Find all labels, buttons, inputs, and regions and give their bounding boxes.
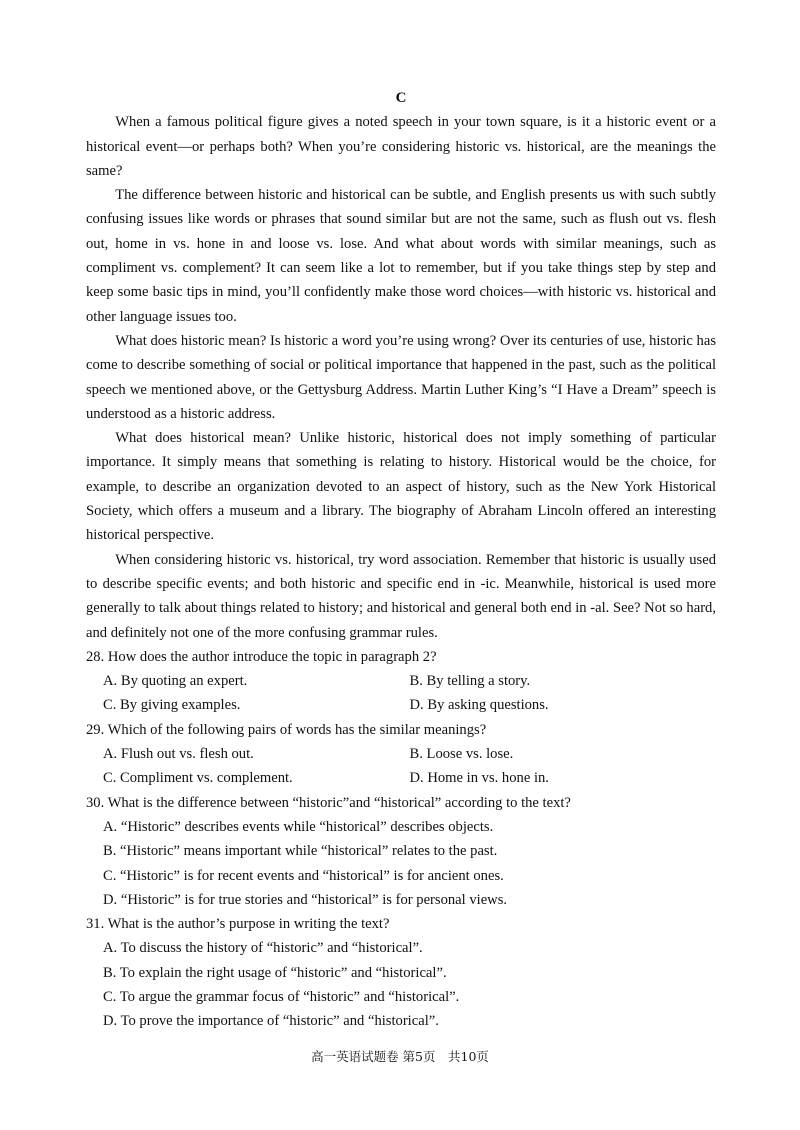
page-footer: 高一英语试题卷 第5页 共10页 [311, 1049, 489, 1064]
option-d: D. Home in vs. hone in. [409, 770, 549, 787]
option-d: D. To prove the importance of “historic” and “historical”. [103, 1013, 439, 1030]
options-row [86, 742, 716, 766]
option-a: A. To discuss the history of “historic” and “historical”. [103, 940, 423, 957]
option-a: A. “Historic” describes events while “historical” describes objects. [103, 818, 494, 835]
option-c: C. By giving examples. [103, 697, 241, 714]
option-d: D. “Historic” is for true stories and “historical” is for personal views. [103, 891, 508, 908]
option-d: D. By asking questions. [409, 697, 549, 714]
question-31 [86, 912, 716, 1033]
options-row [86, 693, 716, 717]
option-a: A. Flush out vs. flesh out. [103, 746, 254, 763]
question-stem: 29. Which of the following pairs of words has the similar meanings? [86, 721, 487, 738]
option-b: B. Loose vs. lose. [409, 746, 514, 763]
option-c: C. Compliment vs. complement. [103, 770, 293, 787]
options-row [86, 766, 716, 790]
options-row [86, 669, 716, 693]
paragraph-1: When a famous political figure gives a noted speech in your town square, is it a historic event or a historical event—or perhaps both? When you’re considering historic vs. historical, are the meanings the same? [86, 114, 716, 179]
option-b: B. To explain the right usage of “historic” and “historical”. [103, 964, 447, 981]
option-c: C. “Historic” is for recent events and “historical” is for ancient ones. [103, 867, 504, 884]
question-stem: 30. What is the difference between “historic”and “historical” according to the text? [86, 794, 571, 811]
paragraph-4: What does historical mean? Unlike historic, historical does not imply something of particular importance. It simply means that something is relating to history. Historical would be the choice, for example, to describe an organization devoted to an aspect of history, such as the New York Historical Society, which offers a museum and a library. The biography of Abraham Lincoln offered an interesting historical perspective. [86, 430, 716, 544]
question-29 [86, 718, 716, 791]
question-stem: 28. How does the author introduce the topic in paragraph 2? [86, 648, 437, 665]
question-30 [86, 791, 716, 912]
exam-page [86, 86, 716, 1034]
paragraph-3: What does historic mean? Is historic a word you’re using wrong? Over its centuries of use, historic has come to describe something of social or political importance that happened in the past, such as the political speech we mentioned above, or the Gettysburg Address. Martin Luther King’s “I Have a Dream” speech is understood as a historic address. [86, 332, 716, 422]
option-c: C. To argue the grammar focus of “historic” and “historical”. [103, 988, 460, 1005]
option-a: A. By quoting an expert. [103, 673, 248, 690]
paragraph-5: When considering historic vs. historical, try word association. Remember that historic is usually used to describe specific events; and both historic and specific end in -ic. Meanwhile, historical is used more generally to talk about things related to history; and historical and general both end in -al. See? Not so hard, and definitely not one of the more confusing grammar rules. [86, 551, 716, 641]
question-28 [86, 645, 716, 718]
question-stem: 31. What is the author’s purpose in writing the text? [86, 916, 390, 933]
option-b: B. “Historic” means important while “historical” relates to the past. [103, 843, 498, 860]
option-b: B. By telling a story. [409, 673, 531, 690]
paragraph-2: The difference between historic and historical can be subtle, and English presents us with such subtly confusing issues like words or phrases that sound similar but are not the same, such as flush out vs. flesh out, home in vs. hone in and loose vs. lose. And what about words with similar meanings, such as compliment vs. complement? It can seem like a lot to remember, but if you take things step by step and keep some basic tips in mind, you’ll confidently make those word choices—with historic vs. historical and other language issues too. [86, 187, 716, 325]
section-title: C [395, 90, 407, 106]
